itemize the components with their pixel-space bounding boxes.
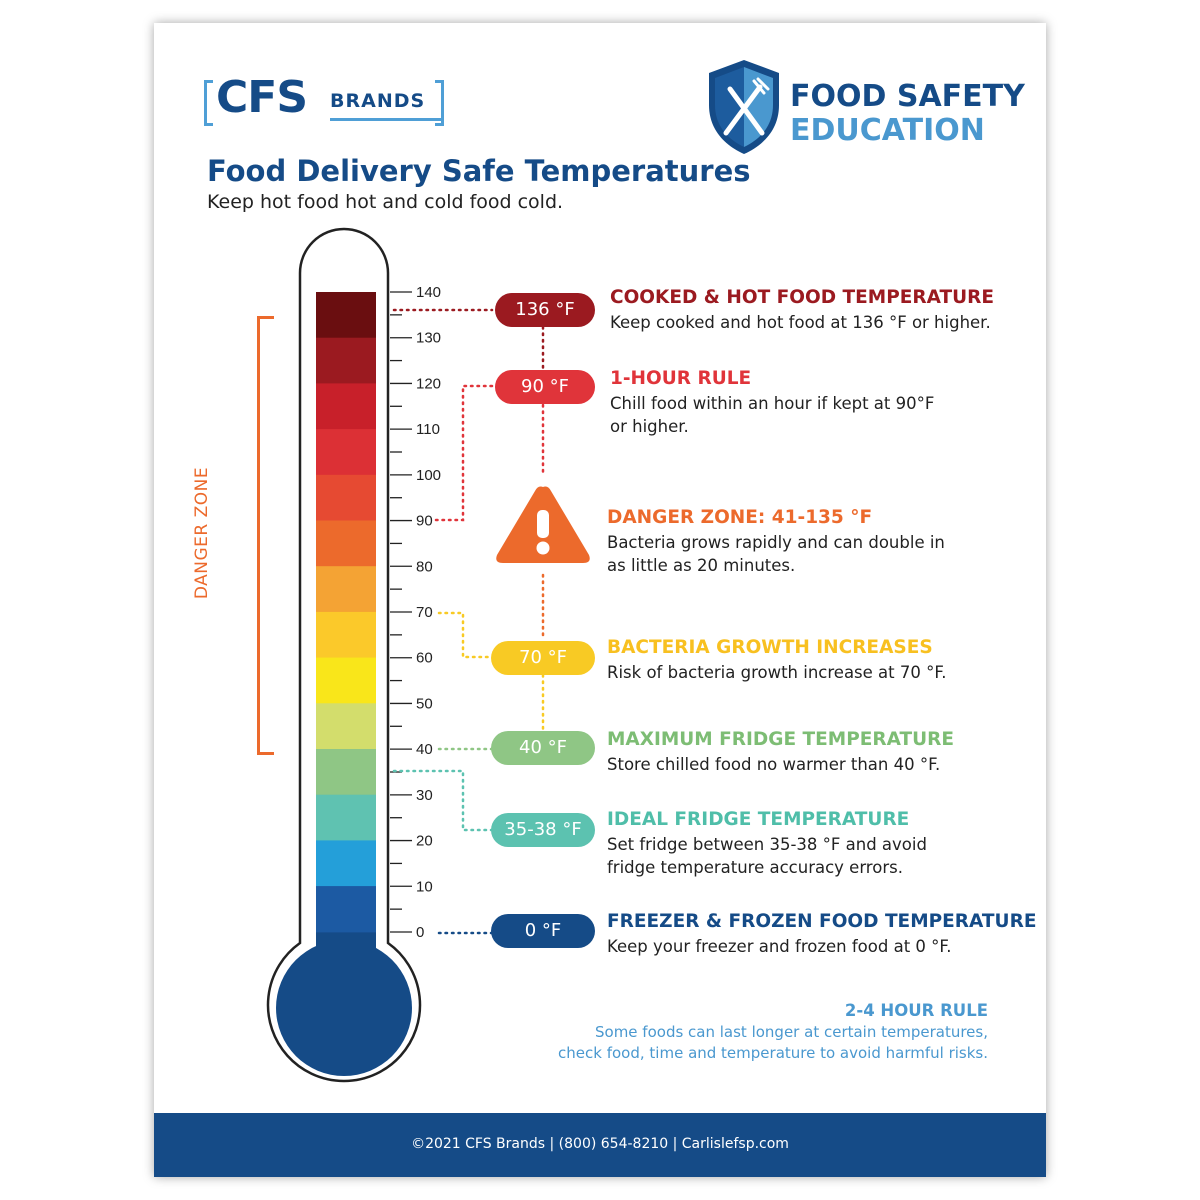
temperature-pill: 0 °F xyxy=(491,914,595,948)
scale-label: 140 xyxy=(416,284,442,301)
cfs-logo-subtext: BRANDS xyxy=(330,90,426,112)
thermometer-bulb-neck xyxy=(316,928,376,958)
thermometer-band xyxy=(316,795,376,841)
zone-description: Bacteria grows rapidly and can double in xyxy=(607,533,945,552)
thermometer-band xyxy=(316,383,376,429)
zone-heading: COOKED & HOT FOOD TEMPERATURE xyxy=(610,287,995,308)
scale-label: 10 xyxy=(416,878,433,896)
cfs-logo-text: CFS xyxy=(216,72,308,123)
scale-label: 100 xyxy=(416,466,442,484)
rule-24-heading: 2-4 HOUR RULE xyxy=(844,1001,988,1020)
scale-label: 50 xyxy=(416,695,433,713)
scale-label: 130 xyxy=(416,329,442,347)
thermometer-band xyxy=(316,429,376,475)
zone-description: Keep cooked and hot food at 136 °F or higher. xyxy=(610,313,991,332)
zone-heading: IDEAL FRIDGE TEMPERATURE xyxy=(607,809,910,830)
footer-text: ©2021 CFS Brands | (800) 654-8210 | Carlislefsp.com xyxy=(411,1136,789,1152)
fse-logo-line2: EDUCATION xyxy=(790,113,985,148)
page-subtitle: Keep hot food hot and cold food cold. xyxy=(207,191,564,213)
zone-description: Store chilled food no warmer than 40 °F. xyxy=(607,755,941,774)
thermometer-band xyxy=(316,703,376,749)
thermometer-band xyxy=(316,292,376,338)
thermometer-band xyxy=(316,886,376,932)
thermometer-band xyxy=(316,521,376,567)
rule-24-line: check food, time and temperature to avoid harmful risks. xyxy=(558,1044,988,1062)
connector-90 xyxy=(436,386,492,520)
scale-label: 0 xyxy=(416,924,425,941)
thermometer-band xyxy=(316,475,376,521)
zone-description: fridge temperature accuracy errors. xyxy=(607,858,903,877)
scale-label: 20 xyxy=(416,832,433,850)
scale-label: 80 xyxy=(416,558,433,576)
connector-70 xyxy=(439,613,492,657)
thermometer-bulb xyxy=(276,940,412,1076)
zone-description: Keep your freezer and frozen food at 0 °F. xyxy=(607,937,952,956)
temperature-pill: 35-38 °F xyxy=(491,813,595,847)
scale-label: 70 xyxy=(416,604,433,621)
thermometer-band xyxy=(316,749,376,795)
thermometer-band xyxy=(316,840,376,886)
infographic-sheet xyxy=(154,23,1046,1177)
temperature-pill: 90 °F xyxy=(495,370,595,404)
zone-heading: DANGER ZONE: 41-135 °F xyxy=(607,507,873,528)
zone-description: Risk of bacteria growth increase at 70 °F. xyxy=(607,663,947,682)
temperature-pill: 136 °F xyxy=(495,293,595,327)
thermometer-band xyxy=(316,658,376,704)
zone-heading: MAXIMUM FRIDGE TEMPERATURE xyxy=(607,729,955,750)
scale-label: 90 xyxy=(416,512,433,530)
temperature-pill: 70 °F xyxy=(491,641,595,675)
thermometer-band xyxy=(316,338,376,384)
rule-24-line: Some foods can last longer at certain temperatures, xyxy=(595,1023,988,1041)
thermometer-band xyxy=(316,612,376,658)
warning-triangle-icon xyxy=(493,483,593,567)
thermometer-band xyxy=(316,566,376,612)
page-title: Food Delivery Safe Temperatures xyxy=(207,154,751,188)
temperature-pill: 40 °F xyxy=(491,731,595,765)
zone-heading: BACTERIA GROWTH INCREASES xyxy=(607,637,933,658)
connector-35-38 xyxy=(394,771,492,830)
zone-description: Chill food within an hour if kept at 90°F xyxy=(610,394,935,413)
scale-label: 110 xyxy=(416,421,440,439)
zone-description: Set fridge between 35-38 °F and avoid xyxy=(607,835,927,854)
danger-zone-label: DANGER ZONE xyxy=(192,466,212,600)
scale-label: 30 xyxy=(416,786,433,804)
fse-logo-line1: FOOD SAFETY xyxy=(790,79,1025,114)
scale-label: 120 xyxy=(416,375,442,393)
scale-label: 40 xyxy=(416,741,433,759)
footer xyxy=(154,1113,1046,1177)
zone-heading: 1-HOUR RULE xyxy=(610,368,752,389)
zone-description: or higher. xyxy=(610,417,689,436)
scale-label: 60 xyxy=(416,649,433,667)
zone-heading: FREEZER & FROZEN FOOD TEMPERATURE xyxy=(607,911,1037,932)
zone-description: as little as 20 minutes. xyxy=(607,556,796,575)
